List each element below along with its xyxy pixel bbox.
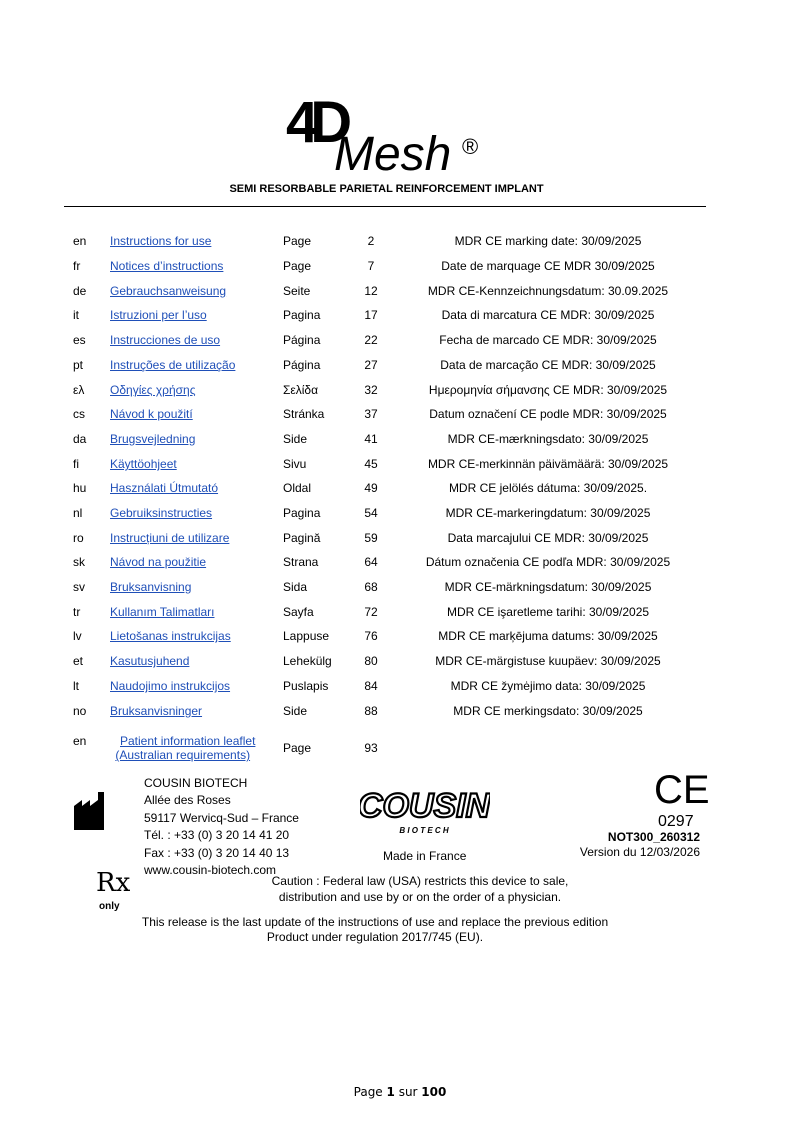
page-number: 80 xyxy=(364,654,378,668)
language-code: no xyxy=(73,704,87,718)
ce-marking-date: MDR CE-märgistuse kuupäev: 30/09/2025 xyxy=(435,654,661,668)
instructions-link[interactable]: Návod k použití xyxy=(110,407,193,421)
language-code: fi xyxy=(73,457,79,471)
page-number: 27 xyxy=(364,358,378,372)
language-code: en xyxy=(73,234,87,248)
language-row xyxy=(0,407,800,427)
instructions-link[interactable]: Bruksanvisning xyxy=(110,580,192,594)
release-note: This release is the last update of the instructions of use and replace the previous edition Product under regulation 2017/745 (EU). xyxy=(141,915,609,944)
language-row xyxy=(0,259,800,279)
instructions-link[interactable]: Instrucciones de uso xyxy=(110,333,221,347)
page-number: 54 xyxy=(364,506,378,520)
document-version: Version du 12/03/2026 xyxy=(579,845,700,859)
australian-leaflet-link[interactable]: Patient information leaflet (Australian requirements) xyxy=(115,734,256,762)
language-code: tr xyxy=(73,605,81,619)
ce-marking-date: MDR CE-merkinnän päivämäärä: 30/09/2025 xyxy=(427,457,669,471)
language-row xyxy=(0,481,800,501)
language-code: pt xyxy=(73,358,84,372)
language-code: hu xyxy=(73,481,87,495)
ce-marking-date: MDR CE žymėjimo data: 30/09/2025 xyxy=(450,679,646,693)
ce-marking-date: Dátum označenia CE podľa MDR: 30/09/2025 xyxy=(425,555,671,569)
svg-text:COUSIN: COUSIN xyxy=(360,787,490,825)
language-code: fr xyxy=(73,259,81,273)
page-number: 49 xyxy=(364,481,378,495)
page-label: Side xyxy=(283,432,308,446)
language-code: da xyxy=(73,432,87,446)
language-row xyxy=(0,432,800,452)
instructions-link[interactable]: Instruções de utilização xyxy=(110,358,236,372)
australian-row xyxy=(0,734,800,762)
instructions-link[interactable]: Naudojimo instrukcijos xyxy=(110,679,231,693)
page-label: Lehekülg xyxy=(283,654,332,668)
page-number: 72 xyxy=(364,605,378,619)
ce-marking-date: Date de marquage CE MDR 30/09/2025 xyxy=(441,259,655,273)
language-row xyxy=(0,333,800,353)
manufacturer-address: COUSIN BIOTECH Allée des Roses 59117 Wervicq-Sud – France Tél. : +33 (0) 3 20 14 41 20 Fax : +33 (0) 3 20 14 40 13 www.cousin-biotech.com xyxy=(144,776,299,878)
page-number: 41 xyxy=(364,432,378,446)
instructions-link[interactable]: Návod na použitie xyxy=(110,555,207,569)
page-number: 2 xyxy=(367,234,375,248)
language-row xyxy=(0,383,800,403)
page-number: 59 xyxy=(364,531,378,545)
language-code: sv xyxy=(73,580,85,594)
language-code: nl xyxy=(73,506,83,520)
page-label: Page xyxy=(283,234,312,248)
ce-marking-date: MDR CE işaretleme tarihi: 30/09/2025 xyxy=(446,605,650,619)
page-number: 45 xyxy=(364,457,378,471)
page-label: Página xyxy=(283,333,321,347)
manufacturer-icon xyxy=(74,792,108,835)
ce-marking-date: MDR CE marking date: 30/09/2025 xyxy=(454,234,642,248)
page-label: Seite xyxy=(283,284,311,298)
language-row xyxy=(0,531,800,551)
language-row xyxy=(0,234,800,254)
page-label: Pagină xyxy=(283,531,321,545)
page-label: Stránka xyxy=(283,407,325,421)
page-number: 17 xyxy=(364,308,378,322)
page-label: Σελίδα xyxy=(283,383,319,397)
instructions-link[interactable]: Gebruiksinstructies xyxy=(110,506,213,520)
ce-marking-date: Data di marcatura CE MDR: 30/09/2025 xyxy=(441,308,655,322)
rx-only-label: only xyxy=(99,901,120,912)
instructions-link[interactable]: Instrucțiuni de utilizare xyxy=(110,531,230,545)
language-code: de xyxy=(73,284,87,298)
page-number: 84 xyxy=(364,679,378,693)
page-label: Side xyxy=(283,704,308,718)
instructions-link[interactable]: Brugsvejledning xyxy=(110,432,196,446)
language-row xyxy=(0,679,800,699)
page-label: Page xyxy=(283,259,312,273)
page-number: 22 xyxy=(364,333,378,347)
cousin-biotech-logo xyxy=(360,779,490,834)
page-label: Puslapis xyxy=(283,679,329,693)
document-reference: NOT300_260312 xyxy=(607,830,700,844)
ce-marking-date: MDR CE jelölés dátuma: 30/09/2025. xyxy=(448,481,648,495)
ce-marking-date: Fecha de marcado CE MDR: 30/09/2025 xyxy=(439,333,657,347)
notified-body-number: 0297 xyxy=(658,813,694,830)
instructions-link[interactable]: Οδηγίες χρήσης xyxy=(110,383,196,397)
ce-marking-date: MDR CE-märkningsdatum: 30/09/2025 xyxy=(444,580,652,594)
instructions-link[interactable]: Käyttöohjeet xyxy=(110,457,177,471)
4dmesh-logo xyxy=(286,92,516,174)
ce-marking-date: Data de marcação CE MDR: 30/09/2025 xyxy=(440,358,656,372)
instructions-link[interactable]: Bruksanvisninger xyxy=(110,704,203,718)
ce-marking-date: Data marcajului CE MDR: 30/09/2025 xyxy=(447,531,649,545)
language-row xyxy=(0,605,800,625)
ce-mark: CE xyxy=(654,768,710,812)
page-number: 76 xyxy=(364,629,378,643)
page-number: 7 xyxy=(367,259,375,273)
page-label: Oldal xyxy=(283,481,312,495)
language-row xyxy=(0,704,800,724)
language-code: es xyxy=(73,333,86,347)
page-label: Pagina xyxy=(283,506,321,520)
language-code: et xyxy=(73,654,84,668)
instructions-link[interactable]: Lietošanas instrukcijas xyxy=(110,629,231,643)
language-code: cs xyxy=(73,407,85,421)
ce-marking-date: MDR CE merkingsdato: 30/09/2025 xyxy=(453,704,643,718)
instructions-link[interactable]: Notices d’instructions xyxy=(110,259,224,273)
instructions-link[interactable]: Kasutusjuhend xyxy=(110,654,190,668)
header-divider xyxy=(64,206,706,207)
ce-marking-date: MDR CE-markeringdatum: 30/09/2025 xyxy=(445,506,651,520)
instructions-link[interactable]: Kullanım Talimatları xyxy=(110,605,215,619)
language-row xyxy=(0,580,800,600)
page-label: Pagina xyxy=(283,308,321,322)
language-code: sk xyxy=(73,555,85,569)
page-number: 64 xyxy=(364,555,378,569)
language-row xyxy=(0,629,800,649)
svg-text:®: ® xyxy=(462,134,479,159)
page-number: 37 xyxy=(364,407,378,421)
ce-marking-date: MDR CE marķējuma datums: 30/09/2025 xyxy=(438,629,658,643)
ce-marking-date: Ημερομηνία σήμανσης CE MDR: 30/09/2025 xyxy=(428,383,668,397)
svg-text:Mesh: Mesh xyxy=(334,128,452,174)
svg-text:4D: 4D xyxy=(286,92,345,155)
language-row xyxy=(0,506,800,526)
language-row xyxy=(0,555,800,575)
page-number: 88 xyxy=(364,704,378,718)
page-footer: Page 1 sur 100 xyxy=(353,1085,447,1099)
svg-text:B I O T E C H: B I O T E C H xyxy=(399,826,449,834)
language-code: lv xyxy=(73,629,82,643)
page-number: 12 xyxy=(364,284,378,298)
page-label: Sayfa xyxy=(283,605,314,619)
rx-symbol: Rx xyxy=(96,868,131,898)
language-code: en xyxy=(73,734,87,748)
ce-marking-date: Datum označení CE podle MDR: 30/09/2025 xyxy=(429,407,667,421)
language-row xyxy=(0,284,800,304)
made-in-label: Made in France xyxy=(383,849,467,863)
ce-marking-date: MDR CE-Kennzeichnungsdatum: 30.09.2025 xyxy=(427,284,669,298)
page-number: 93 xyxy=(364,741,378,755)
instructions-link[interactable]: Használati Útmutató xyxy=(110,481,219,495)
instructions-link[interactable]: Istruzioni per l’uso xyxy=(110,308,207,322)
language-row xyxy=(0,358,800,378)
instructions-link[interactable]: Gebrauchsanweisung xyxy=(110,284,227,298)
page-label: Sivu xyxy=(283,457,307,471)
language-row xyxy=(0,654,800,674)
ce-marking-date: MDR CE-mærkningsdato: 30/09/2025 xyxy=(447,432,649,446)
page-label: Lappuse xyxy=(283,629,330,643)
page-label: Strana xyxy=(283,555,319,569)
language-row xyxy=(0,308,800,328)
language-code: ελ xyxy=(73,383,85,397)
language-code: lt xyxy=(73,679,79,693)
product-subtitle: SEMI RESORBABLE PARIETAL REINFORCEMENT IMPLANT xyxy=(229,183,544,195)
language-row xyxy=(0,457,800,477)
language-code: it xyxy=(73,308,79,322)
page-number: 32 xyxy=(364,383,378,397)
page-number: 68 xyxy=(364,580,378,594)
caution-text: Caution : Federal law (USA) restricts this device to sale, distribution and use by or on the order of a physician. xyxy=(271,874,569,904)
language-code: ro xyxy=(73,531,84,545)
page-label: Sida xyxy=(283,580,308,594)
page-label: Página xyxy=(283,358,321,372)
instructions-link[interactable]: Instructions for use xyxy=(110,234,212,248)
page-label: Page xyxy=(283,741,312,755)
